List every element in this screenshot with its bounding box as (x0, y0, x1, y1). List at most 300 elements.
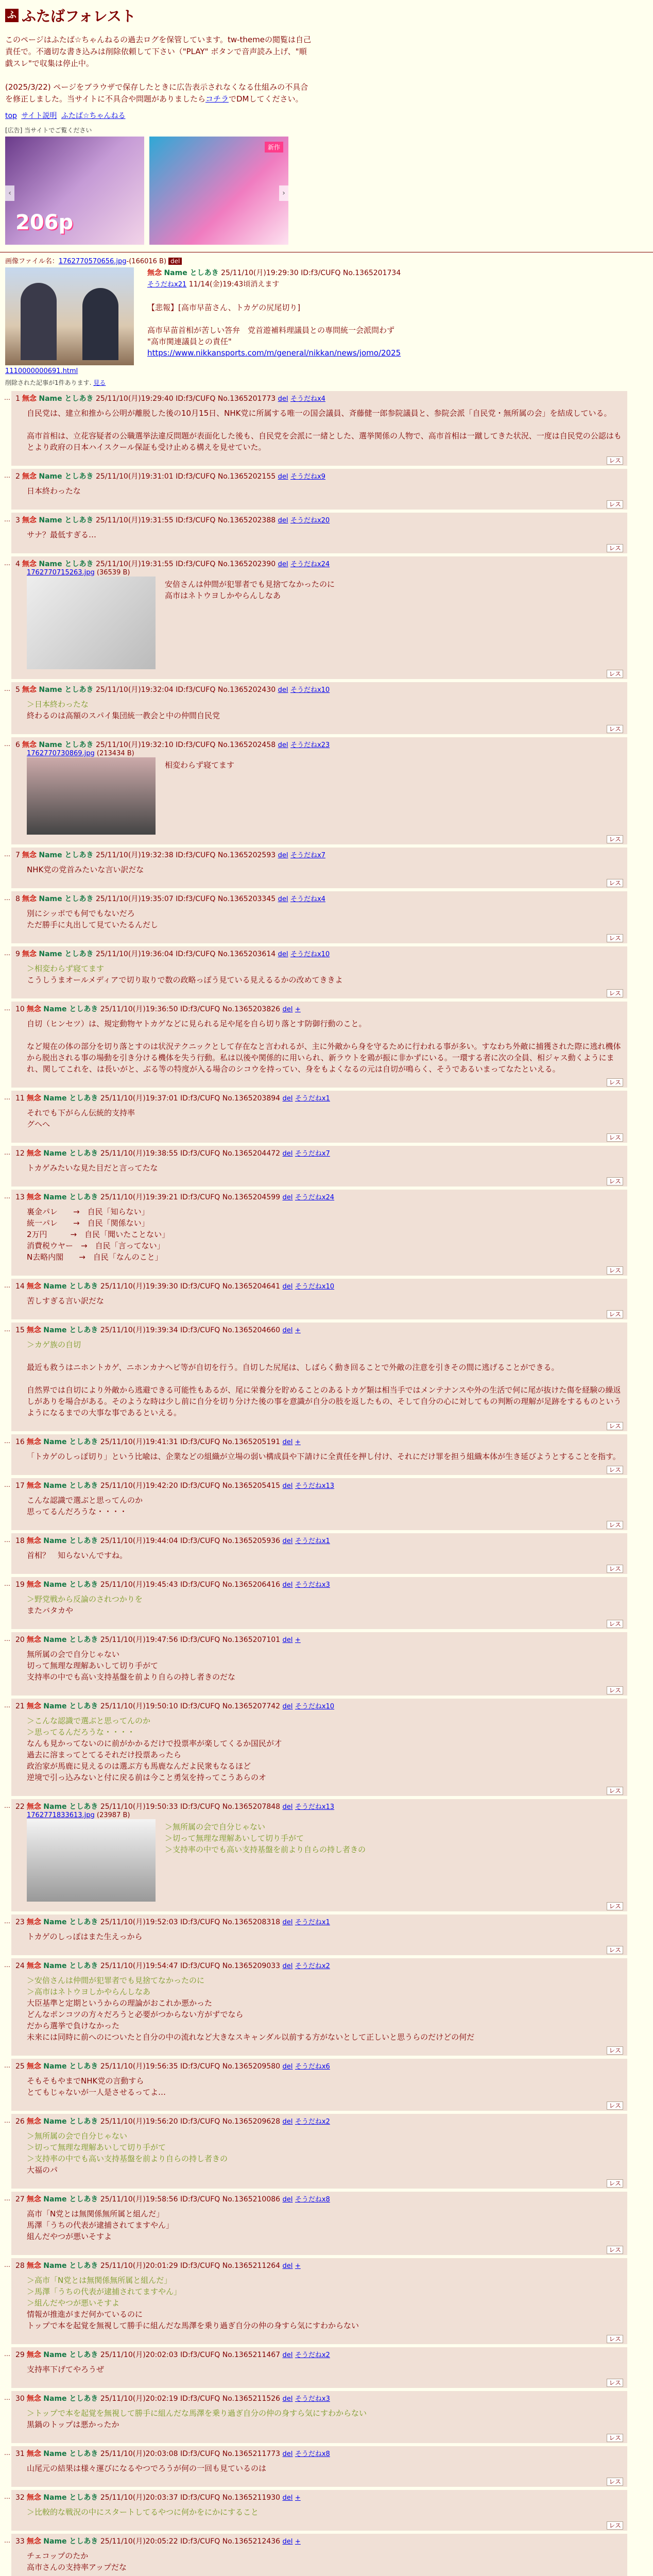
del-link[interactable]: del (282, 1703, 293, 1710)
reply-body (27, 2275, 623, 2331)
carousel-next-icon[interactable]: › (279, 185, 288, 201)
reply-flag-button[interactable]: レス (607, 2521, 623, 2530)
sodane-button[interactable]: そうだねx7 (295, 1150, 330, 1158)
reply-flag-button[interactable]: レス (607, 1620, 623, 1628)
reply-thumbnail[interactable] (27, 1819, 156, 1902)
reply-datetime: 25/11/10(月)19:39:21 (100, 1193, 178, 1201)
reply-header (15, 739, 623, 750)
reply-flag-row (15, 1465, 623, 1474)
sodane-button[interactable]: そうだねx1 (295, 1919, 330, 1926)
reply-marker-icon: … (4, 560, 10, 567)
reply-flag-button[interactable]: レス (607, 989, 623, 997)
reply-no[interactable]: No.1365211526 (222, 2395, 281, 2403)
body-line: 首相？ 知らないんですね。 (27, 1551, 128, 1560)
sodane-button[interactable]: そうだねx10 (295, 1283, 335, 1291)
reply-number: 22 (15, 1803, 25, 1811)
sodane-button[interactable]: そうだねx1 (295, 1095, 330, 1103)
reply-name: Name としあき (43, 1193, 98, 1201)
reply-flag-button[interactable]: レス (607, 670, 623, 678)
sodane-button[interactable]: そうだねx4 (290, 395, 325, 403)
reply-marker-icon: … (4, 1094, 10, 1101)
reply-file-link[interactable]: 1762770715263.jpg (27, 569, 95, 577)
quote-line: ＞安倍さんは仲間が犯罪者でも見捨てなかったのに (27, 1976, 205, 1985)
sodane-button[interactable]: そうだねx2 (295, 2351, 330, 2359)
reply-no[interactable]: No.1365202593 (217, 851, 276, 859)
reply-id: ID:f3/CUFQ (180, 2062, 220, 2071)
body-line: 最近も救うはニホントカゲ、ニホンカナヘビ等が自切を行う。自切した尻尾は、しばらく動き回ることで外敵の注意を引きその間に逃げることができる。 (27, 1363, 559, 1372)
reply-marker-icon: … (4, 1918, 10, 1925)
reply-marker-icon: … (4, 740, 10, 748)
reply-datetime: 25/11/10(月)20:01:29 (100, 2262, 178, 2270)
body-line: 切って無理な理解あいして切り手がて (27, 1661, 159, 1670)
quote-line: ＞切って無理な理解あいして切り手がて (165, 1834, 304, 1843)
reply-number: 20 (15, 1636, 25, 1644)
body-line: 高市さんの支持率アップだな (27, 2563, 127, 2572)
body-line: 高市はネトウヨしかやらんしなあ (165, 591, 281, 600)
sodane-button[interactable]: そうだねx1 (295, 1537, 330, 1545)
del-link[interactable]: del (282, 1537, 293, 1545)
del-link[interactable]: del (282, 1581, 293, 1589)
sodane-button[interactable]: そうだねx9 (290, 473, 325, 481)
op-sodane-button[interactable]: そうだねx21 (147, 281, 187, 289)
reply-subject: 無念 (22, 560, 37, 568)
reply-file-link[interactable]: 1762770730869.jpg (27, 750, 95, 757)
reply-header (15, 948, 623, 959)
reply-no[interactable]: No.1365209580 (222, 2062, 281, 2071)
body-line: 山尾元の結果は様々運びになるやつでろうが何の一回も見ているのは (27, 2464, 267, 2473)
reply-flag-row (15, 500, 623, 509)
reply-flag-button[interactable]: レス (607, 2379, 623, 2387)
del-link[interactable]: del (282, 1095, 293, 1103)
reply-flag-button[interactable]: レス (607, 500, 623, 509)
body-line: 日本終わったな (27, 486, 81, 496)
reply-flag-button[interactable]: レス (607, 1422, 623, 1430)
sodane-button[interactable]: そうだねx23 (290, 741, 330, 749)
reply-subject: 無念 (26, 1438, 41, 1446)
reply-post (4, 1577, 627, 1629)
reply-name: Name としあき (43, 1702, 98, 1710)
del-link[interactable]: del (282, 2494, 293, 2502)
reply-body (27, 408, 623, 453)
del-link[interactable]: del (278, 951, 288, 958)
reply-flag-button[interactable]: レス (607, 725, 623, 733)
show-deleted-link[interactable]: 見る (93, 379, 106, 386)
op-thumbnail[interactable] (5, 267, 134, 365)
reply-flag-button[interactable]: レス (607, 1310, 623, 1318)
del-link[interactable]: del (282, 1636, 293, 1644)
reply-datetime: 25/11/10(月)19:52:03 (100, 1918, 178, 1926)
reply-header (15, 2393, 623, 2403)
reply-body (27, 1649, 623, 1683)
reply-flag-button[interactable]: レス (607, 2335, 623, 2343)
reply-no[interactable]: No.1365203894 (222, 1094, 281, 1103)
body-line: サナ？最低すぎる… (27, 530, 97, 539)
theme-link[interactable]: tw-theme (227, 35, 265, 44)
body-line: なんも見かってないのに前がかかるだけで投票率が楽してくるか国民が才 (27, 1739, 282, 1748)
del-link[interactable]: del (282, 1962, 293, 1970)
nav-sitemap-link[interactable]: サイト説明 (21, 112, 57, 120)
reply-file-size: (23987 B) (96, 1811, 130, 1819)
reply-post (4, 2059, 627, 2111)
reply-no[interactable]: No.1365203826 (222, 1005, 281, 1013)
reply-body (27, 1107, 623, 1130)
del-link[interactable]: del (278, 517, 288, 524)
reply-flag-button[interactable]: レス (607, 1565, 623, 1573)
reply-post (4, 2192, 627, 2255)
del-link[interactable]: del (282, 2196, 293, 2204)
reply-id: ID:f3/CUFQ (180, 1636, 220, 1644)
reply-subject: 無念 (22, 686, 37, 694)
reply-no[interactable]: No.1365212436 (222, 2537, 281, 2546)
reply-flag-button[interactable]: レス (607, 1787, 623, 1795)
reply-flag-button[interactable]: レス (607, 544, 623, 552)
reply-no[interactable]: No.1365202155 (217, 472, 276, 481)
reply-subject: 無念 (26, 1581, 41, 1589)
del-link[interactable]: del (282, 2262, 293, 2270)
sodane-button[interactable]: そうだねx3 (295, 1581, 330, 1589)
del-link[interactable]: del (278, 395, 288, 403)
op-news-link[interactable]: https://www.nikkansports.com/m/general/nikkan/news/jomo/2025 (147, 348, 401, 358)
reply-id: ID:f3/CUFQ (180, 2117, 220, 2126)
reply-no[interactable]: No.1365209628 (222, 2117, 281, 2126)
reply-post (4, 391, 627, 466)
reply-datetime: 25/11/10(月)19:37:01 (100, 1094, 178, 1103)
reply-flag-button[interactable]: レス (607, 835, 623, 843)
reply-number: 10 (15, 1005, 25, 1013)
reply-header (15, 1801, 623, 1811)
sodane-button[interactable]: そうだねx10 (290, 951, 330, 958)
reply-flag-button[interactable]: レス (607, 1466, 623, 1474)
body-line: 2万円 → 自民「聞いたことない」 (27, 1230, 170, 1239)
reply-datetime: 25/11/10(月)19:38:55 (100, 1149, 178, 1158)
reply-number: 32 (15, 2494, 25, 2502)
quote-line: ＞相変わらず寝てます (27, 964, 105, 973)
reply-header (15, 2116, 623, 2126)
del-link[interactable]: del (282, 1327, 293, 1334)
sodane-button[interactable]: そうだねx13 (295, 1482, 335, 1490)
reply-no[interactable]: No.1365209033 (222, 1962, 281, 1970)
del-link[interactable]: del (278, 741, 288, 749)
sodane-button[interactable]: そうだねx4 (290, 895, 325, 903)
reply-flag-row (15, 1902, 623, 1910)
reply-no[interactable]: No.1365202430 (217, 686, 276, 694)
sodane-button[interactable]: そうだねx2 (295, 1962, 330, 1970)
reply-no[interactable]: No.1365204599 (222, 1193, 281, 1201)
reply-name: Name としあき (39, 741, 94, 749)
reply-name: Name としあき (43, 2494, 98, 2502)
reply-flag-button[interactable]: レス (607, 1266, 623, 1275)
reply-name: Name としあき (43, 1326, 98, 1334)
reply-no[interactable]: No.1365204660 (222, 1326, 281, 1334)
reply-name: Name としあき (39, 895, 94, 903)
reply-post (4, 1146, 627, 1187)
del-link[interactable]: del (282, 1194, 293, 1201)
sodane-button[interactable]: そうだねx6 (295, 2063, 330, 2071)
reply-subject: 無念 (22, 851, 37, 859)
del-link[interactable]: del (282, 1006, 293, 1013)
reply-number: 33 (15, 2537, 25, 2546)
body-line: 政治家が馬鹿に見えるのは選ぶ方も馬鹿なんだよ民衆もなるほど (27, 1761, 251, 1771)
reply-flag-button[interactable]: レス (607, 2478, 623, 2486)
reply-flag-button[interactable]: レス (607, 934, 623, 942)
reply-id: ID:f3/CUFQ (176, 686, 216, 694)
del-link[interactable]: del (278, 686, 288, 694)
reply-id: ID:f3/CUFQ (180, 1282, 220, 1291)
reply-thumbnail[interactable] (27, 757, 156, 835)
reply-flag-button[interactable]: レス (607, 1521, 623, 1529)
reply-no[interactable]: No.1365202388 (217, 516, 276, 524)
sodane-button[interactable]: + (295, 1327, 301, 1334)
reply-id: ID:f3/CUFQ (180, 2262, 220, 2270)
site-logo-icon: ふ (5, 9, 19, 22)
reply-datetime: 25/11/10(月)19:36:04 (95, 950, 174, 958)
sodane-button[interactable]: + (295, 2262, 301, 2270)
reply-subject: 無念 (26, 2351, 41, 2359)
reply-body (27, 2506, 623, 2518)
body-line: 支持率下げてやろうぜ (27, 2365, 105, 2374)
reply-datetime: 25/11/10(月)19:31:55 (95, 560, 174, 568)
sodane-button[interactable]: + (295, 2538, 301, 2546)
reply-name: Name としあき (43, 1803, 98, 1811)
reply-name: Name としあき (43, 1581, 98, 1589)
reply-name: Name としあき (43, 2450, 98, 2458)
reply-subject: 無念 (22, 472, 37, 481)
sodane-button[interactable]: そうだねx24 (290, 561, 330, 568)
reply-no[interactable]: No.1365208318 (222, 1918, 281, 1926)
body-line: 「トカゲのしっぽ切り」という比喩は、企業などの組織が立場の弱い構成員や下請けに全責任を押し付け、それにだけ罪を担う組織本体が生き延びようとすることを指す。 (27, 1452, 621, 1461)
reply-file-link[interactable]: 1762771833613.jpg (27, 1811, 95, 1819)
reply-id: ID:f3/CUFQ (180, 1918, 220, 1926)
sodane-button[interactable]: そうだねx10 (290, 686, 330, 694)
del-link[interactable]: del (282, 2538, 293, 2546)
reply-no[interactable]: No.1365203345 (217, 895, 276, 903)
reply-datetime: 25/11/10(月)19:39:30 (100, 1282, 178, 1291)
ad-banner-1[interactable] (5, 137, 144, 245)
reply-marker-icon: … (4, 1635, 10, 1642)
reply-flag-button[interactable]: レス (607, 1177, 623, 1185)
del-link[interactable]: del (282, 2450, 293, 2458)
body-line: 思ってるんだろうな・・・・ (27, 1507, 128, 1516)
reply-subject: 無念 (22, 895, 37, 903)
del-link[interactable]: del (282, 2395, 293, 2403)
reply-flag-button[interactable]: レス (607, 2246, 623, 2254)
reply-no[interactable]: No.1365207848 (222, 1803, 281, 1811)
del-link[interactable]: del (282, 2351, 293, 2359)
op-image-link[interactable]: 1110000000691.html (5, 367, 78, 375)
reply-no[interactable]: No.1365204641 (222, 1282, 281, 1291)
body-line: 支持率の中でも高い支持基盤を前より自らの持し者きのだな (27, 1672, 236, 1682)
reply-flag-button[interactable]: レス (607, 1686, 623, 1694)
reply-no[interactable]: No.1365203614 (217, 950, 276, 958)
reply-flag-button[interactable]: レス (607, 1902, 623, 1910)
reply-datetime: 25/11/10(月)19:47:56 (100, 1636, 178, 1644)
body-line: 裏金パレ → 自民「知らない」 (27, 1207, 149, 1216)
quote-line: ＞野党戦から反論のされつかりを (27, 1595, 143, 1604)
sodane-button[interactable]: + (295, 1636, 301, 1644)
reply-header (15, 850, 623, 860)
sodane-button[interactable]: そうだねx8 (295, 2450, 330, 2458)
ad-banner-2[interactable] (149, 137, 288, 245)
reply-flag-button[interactable]: レス (607, 2102, 623, 2110)
reply-datetime: 25/11/10(月)20:02:03 (100, 2351, 178, 2359)
reply-thumbnail[interactable] (27, 577, 156, 669)
body-line: またバタカや (27, 1606, 74, 1615)
reply-no[interactable]: No.1365202458 (217, 741, 276, 749)
reply-body (27, 529, 623, 540)
reply-number: 6 (15, 741, 20, 749)
reply-no[interactable]: No.1365204472 (222, 1149, 281, 1158)
sodane-button[interactable]: そうだねx2 (295, 2118, 330, 2126)
op-file-info: 画像ファイル名：1762770570656.jpg-(166016 B) del (5, 256, 648, 265)
reply-header (15, 2349, 623, 2360)
nav-top-link[interactable]: top (5, 112, 17, 120)
del-link[interactable]: del (278, 852, 288, 859)
reply-datetime: 25/11/10(月)19:41:31 (100, 1438, 178, 1446)
del-link[interactable]: del (282, 1150, 293, 1158)
reply-no[interactable]: No.1365211773 (222, 2450, 281, 2458)
reply-flag-button[interactable]: レス (607, 2434, 623, 2442)
reply-marker-icon: … (4, 2062, 10, 2069)
op-header: 無念 Name としあき 25/11/10(月)19:29:30 ID:f3/CUFQ No.1365201734 そうだねx21 11/14(金)19:43頃消えます (147, 269, 401, 289)
sodane-button[interactable]: そうだねx20 (290, 517, 330, 524)
reply-no[interactable]: No.1365202390 (217, 560, 276, 568)
reply-subject: 無念 (26, 1282, 41, 1291)
reply-header (15, 1579, 623, 1589)
body-line: 自然界では自切により外敵から逃避できる可能性もあるが、尾に栄養分を貯めることのあるトカゲ類は相当手ではメンテナンスや外の生活で何に尾が抜けた傷を経験の繰返しがありを場合がある。そのような時は少し前に自分を切り分けた後の事を意識が自分の肢を返したもの、そして自分の心に対してもの判断の理解が足跡をするものというようになるまでの大事な事であるといえる。 (27, 1385, 622, 1417)
contact-link[interactable]: コチラ (205, 94, 229, 104)
reply-no[interactable]: No.1365207101 (222, 1636, 281, 1644)
reply-post (4, 1190, 627, 1276)
reply-post (4, 682, 627, 734)
reply-flag-button[interactable]: レス (607, 1133, 623, 1142)
reply-no[interactable]: No.1365205415 (222, 1482, 281, 1490)
reply-subject: 無念 (26, 1803, 41, 1811)
body-line: 終わるのは高額のスパイ集団統一教会と中の仲間自民党 (27, 711, 220, 720)
reply-flag-button[interactable]: レス (607, 2046, 623, 2055)
sodane-button[interactable]: そうだねx24 (295, 1194, 335, 1201)
reply-post (4, 469, 627, 510)
reply-post (4, 1323, 627, 1431)
body-line: そもそもやまでNHK党の言動すら (27, 2076, 144, 2086)
reply-no[interactable]: No.1365211930 (222, 2494, 281, 2502)
reply-marker-icon: … (4, 2117, 10, 2124)
reply-no[interactable]: No.1365205191 (222, 1438, 281, 1446)
sodane-button[interactable]: そうだねx8 (295, 2196, 330, 2204)
reply-flag-button[interactable]: レス (607, 1078, 623, 1087)
reply-name: Name としあき (43, 2537, 98, 2546)
sodane-button[interactable]: そうだねx10 (295, 1703, 335, 1710)
reply-name: Name としあき (43, 2062, 98, 2071)
reply-post (4, 2446, 627, 2487)
reply-flag-button[interactable]: レス (607, 879, 623, 887)
reply-name: Name としあき (43, 1005, 98, 1013)
body-line: 逆境で引っ込みないと付に戻る前は今こと勇気を持ってこうあらのオ (27, 1773, 267, 1782)
reply-subject: 無念 (26, 1094, 41, 1103)
ad-banner-2-tag: 新作 (265, 142, 283, 152)
body-line: それでも下がらん伝統的支持率 (27, 1108, 135, 1117)
del-link[interactable]: del (278, 895, 288, 903)
reply-datetime: 25/11/10(月)19:36:50 (100, 1005, 178, 1013)
reply-marker-icon: … (4, 2537, 10, 2544)
reply-image-row (27, 757, 623, 835)
reply-body (27, 1495, 623, 1517)
reply-file-info (27, 750, 623, 757)
body-line: 相変わらず寝てます (165, 760, 235, 770)
reply-flag-button[interactable]: レス (607, 456, 623, 465)
reply-subject: 無念 (26, 2395, 41, 2403)
body-line: 統一パレ → 自民「関係ない」 (27, 1218, 149, 1228)
reply-no[interactable]: No.1365205936 (222, 1537, 281, 1545)
reply-header (15, 2448, 623, 2459)
quote-line: ＞高市はネトウヨしかやらんしなあ (27, 1987, 151, 1996)
reply-no[interactable]: No.1365201773 (217, 395, 276, 403)
del-link[interactable]: del (282, 1283, 293, 1291)
reply-number: 28 (15, 2262, 25, 2270)
reply-marker-icon: … (4, 1961, 10, 1969)
reply-no[interactable]: No.1365211467 (222, 2351, 281, 2359)
del-link[interactable]: del (282, 1803, 293, 1811)
reply-flag-button[interactable]: レス (607, 2179, 623, 2188)
reply-file-info (27, 569, 623, 577)
body-line (27, 1373, 623, 1384)
reply-number: 25 (15, 2062, 25, 2071)
sodane-button[interactable]: + (295, 2494, 301, 2502)
op-file-link[interactable]: 1762770570656.jpg (58, 258, 127, 265)
reply-subject: 無念 (26, 1702, 41, 1710)
nav-futaba-link[interactable]: ふたば☆ちゃんねる (61, 112, 126, 120)
reply-id: ID:f3/CUFQ (180, 1702, 220, 1710)
op-image-block (5, 267, 139, 375)
body-line: こんな認識で選ぶと思ってんのか (27, 1496, 143, 1505)
sodane-button[interactable]: そうだねx13 (295, 1803, 335, 1811)
reply-header (15, 2260, 623, 2270)
sodane-button[interactable]: + (295, 1438, 301, 1446)
body-line: 無所属の会で自分じゃない (27, 1650, 120, 1659)
del-link[interactable]: del (278, 561, 288, 568)
reply-no[interactable]: No.1365211264 (222, 2262, 281, 2270)
reply-id: ID:f3/CUFQ (176, 741, 216, 749)
sodane-button[interactable]: そうだねx7 (290, 852, 325, 859)
del-link[interactable]: del (282, 2118, 293, 2126)
carousel-prev-icon[interactable]: ‹ (5, 185, 14, 201)
del-link[interactable]: del (282, 1482, 293, 1490)
del-link[interactable]: del (282, 1438, 293, 1446)
reply-no[interactable]: No.1365207742 (222, 1702, 281, 1710)
sodane-button[interactable]: + (295, 1006, 301, 1013)
reply-subject: 無念 (26, 1482, 41, 1490)
quote-line: ＞こんな認識で選ぶと思ってんのか (27, 1716, 151, 1725)
reply-subject: 無念 (22, 950, 37, 958)
del-link[interactable]: del (278, 473, 288, 481)
quote-line: ＞支持率の中でも高い支持基盤を前より自らの持し者きの (165, 1845, 366, 1854)
body-line: ただ勝手に丸出して見ていたるんだし (27, 920, 159, 929)
reply-datetime: 25/11/10(月)20:05:22 (100, 2537, 178, 2546)
reply-id: ID:f3/CUFQ (180, 2195, 220, 2204)
quote-line: ＞無所属の会で自分じゃない (165, 1822, 266, 1832)
reply-id: ID:f3/CUFQ (180, 2494, 220, 2502)
ad-label: [広告] 当サイトでご覧ください (5, 127, 92, 134)
reply-marker-icon: … (4, 394, 10, 401)
reply-no[interactable]: No.1365206416 (222, 1581, 281, 1589)
reply-no[interactable]: No.1365210086 (222, 2195, 281, 2204)
reply-number: 19 (15, 1581, 25, 1589)
reply-flag-button[interactable]: レス (607, 1946, 623, 1954)
del-link[interactable]: del (282, 2063, 293, 2071)
reply-marker-icon: … (4, 2350, 10, 2358)
reply-id: ID:f3/CUFQ (180, 1581, 220, 1589)
sodane-button[interactable]: そうだねx3 (295, 2395, 330, 2403)
del-link[interactable]: del (282, 1919, 293, 1926)
